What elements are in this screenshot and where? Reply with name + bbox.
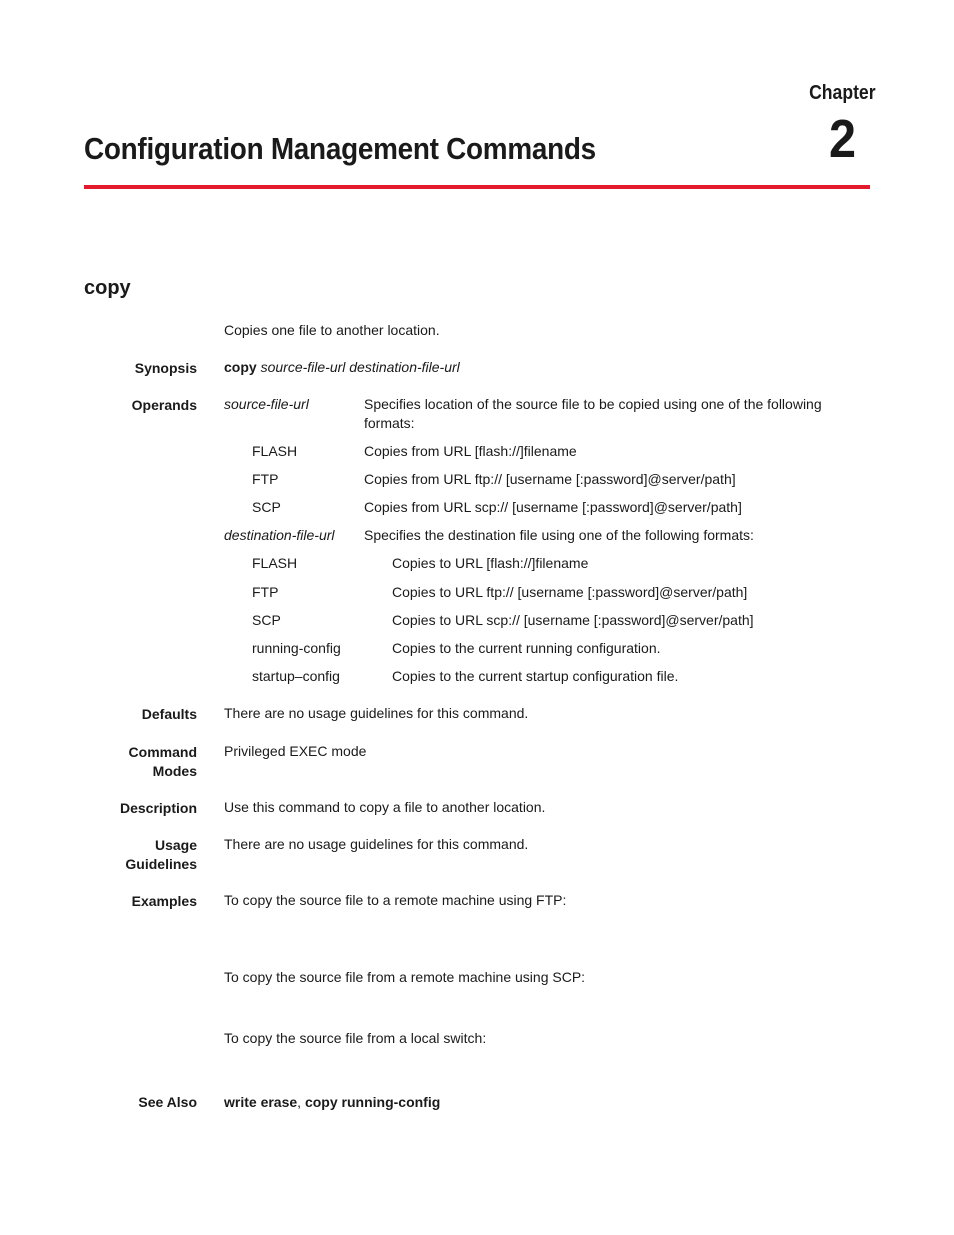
see-also-links [224,1093,440,1112]
synopsis-text [224,358,460,377]
destination-option-desc: Copies to URL [flash://]filename [392,555,589,571]
example-item: To copy the source file to a remote machine using FTP: [224,892,567,908]
command-summary: Copies one file to another location. [224,322,440,338]
see-also-separator: , [297,1094,305,1110]
operand-destination-name: destination-file-url [224,527,335,543]
defaults-text: There are no usage guidelines for this command. [224,705,529,721]
source-option-name: SCP [252,499,281,515]
chapter-number: 2 [828,109,856,169]
synopsis-command: copy [224,359,257,375]
operands-label: Operands [131,397,197,413]
see-also-link-write-erase[interactable]: write erase [224,1094,298,1110]
destination-option-name: running-config [252,640,341,656]
description-text: Use this command to copy a file to another location. [224,799,546,815]
chapter-label: Chapter [809,82,876,104]
destination-option-name: SCP [252,612,281,628]
command-heading: copy [84,277,131,299]
source-option-name: FTP [252,471,279,487]
destination-option-desc: Copies to the current startup configuration file. [392,668,679,684]
operand-source-desc-1: Specifies location of the source file to be copied using one of the following [364,396,822,412]
operand-source-name: source-file-url [224,396,309,412]
command-modes-label-2: Modes [152,763,197,779]
see-also-link-copy-running-config[interactable]: copy running-config [304,1094,441,1110]
synopsis-label: Synopsis [134,360,197,376]
examples-label: Examples [131,893,197,909]
operand-source-desc-2: formats: [364,415,415,431]
operand-destination-desc: Specifies the destination file using one of the following formats: [364,527,754,543]
usage-label-1: Usage [154,837,197,853]
destination-option-name: FLASH [252,555,298,571]
source-option-name: FLASH [252,443,298,459]
source-option-desc: Copies from URL scp:// [username [:password]@server/path] [364,499,742,515]
chapter-divider [84,185,870,189]
destination-option-desc: Copies to URL scp:// [username [:password]@server/path] [392,612,754,628]
see-also-label: See Also [138,1094,197,1110]
command-modes-label-1: Command [128,744,197,760]
source-option-desc: Copies from URL [flash://]filename [364,443,577,459]
description-label: Description [119,800,197,816]
usage-text: There are no usage guidelines for this command. [224,836,529,852]
source-option-desc: Copies from URL ftp:// [username [:password]@server/path] [364,471,736,487]
destination-option-desc: Copies to URL ftp:// [username [:password]@server/path] [392,584,748,600]
destination-option-name: FTP [252,584,279,600]
defaults-label: Defaults [141,706,197,722]
example-item: To copy the source file from a remote machine using SCP: [224,969,586,985]
synopsis-args: source-file-url destination-file-url [260,359,460,375]
destination-option-name: startup–config [252,668,340,684]
example-item: To copy the source file from a local switch: [224,1030,487,1046]
chapter-title: Configuration Management Commands [84,131,596,166]
command-modes-text: Privileged EXEC mode [224,743,367,759]
destination-option-desc: Copies to the current running configuration. [392,640,661,656]
usage-label-2: Guidelines [125,856,197,872]
